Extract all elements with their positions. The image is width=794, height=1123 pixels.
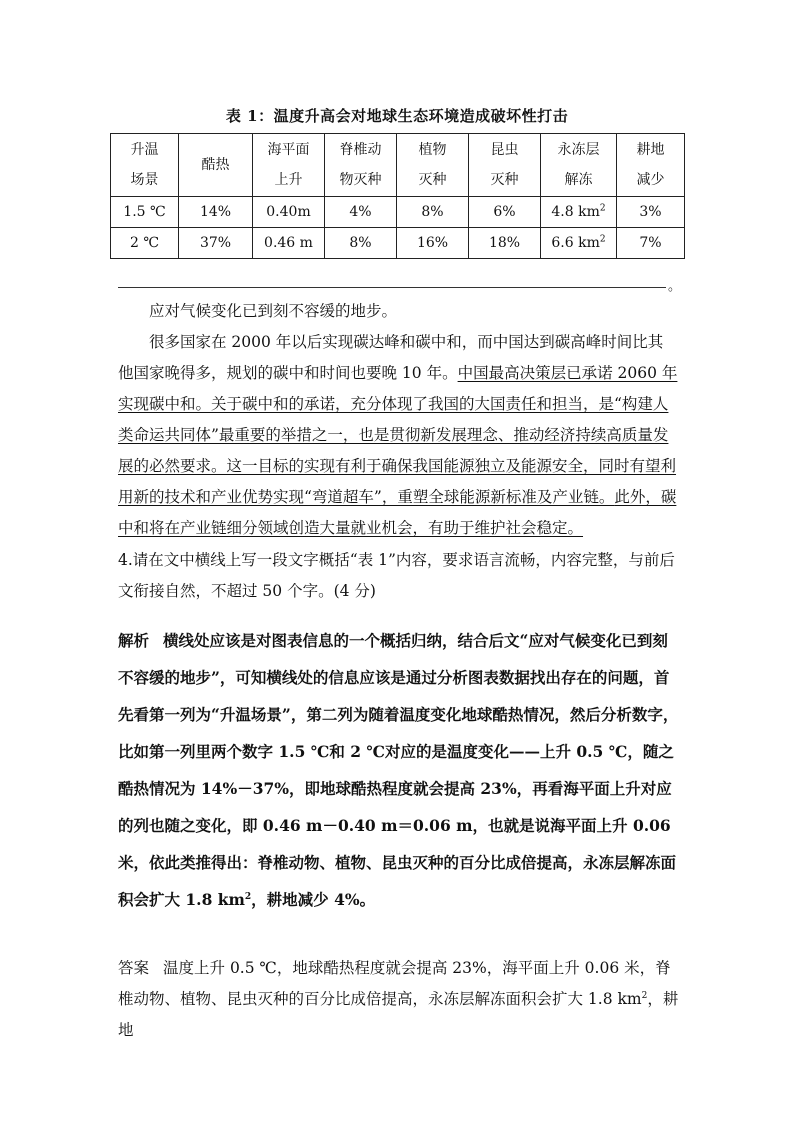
blank-end-punct: 。 xyxy=(668,279,682,294)
header-cell: 海平面 上升 xyxy=(253,134,325,197)
table-cell: 7% xyxy=(617,228,685,259)
underlined-text: 中国最高决策层已承诺 2060 年实现碳中和。关于碳中和的承诺，充分体现了我国的大国责任和担当，是“构建人类命运共同体”最重要的举措之一，也是贯彻新发展理念、推动经济持续高质量发展的必然要求。这一目标的实现有利于确保我国能源独立及能源安全，同时有望利用新的技术和产业优势实现“弯道超车”，重塑全球能源新标准及产业链。 xyxy=(118,364,678,506)
table-cell: 6.6 $km^2$ xyxy=(541,228,617,259)
table-cell: 2 ℃ xyxy=(111,228,179,259)
analysis-tag: 解析 xyxy=(118,631,150,650)
question-text: 4.请在文中横线上写一段文字概括“表 1”内容，要求语言流畅，内容完整，与前后文衔接自然，不超过 50 个字。(4 分) xyxy=(118,551,675,600)
table-cell: 18% xyxy=(469,228,541,259)
table-cell: 14% xyxy=(179,197,253,228)
table-cell: 3% xyxy=(617,197,685,228)
header-cell: 永冻层 解冻 xyxy=(541,134,617,197)
table-header-row xyxy=(111,134,685,197)
table-cell: 4% xyxy=(325,197,397,228)
passage-paragraph-1: 应对气候变化已到刻不容缓的地步。 xyxy=(149,302,398,320)
table-cell: 8% xyxy=(325,228,397,259)
answer-tag: 答案 xyxy=(118,959,150,977)
table-cell: 0.40m xyxy=(253,197,325,228)
answer-block: 答案 温度上升 0.5 ℃，地球酷热程度就会提高 23%，海平面上升 0.06 米，脊椎动物、植物、昆虫灭种的百分比成倍提高，永冻层解冻面积会扩大 1.8 $km^2$，耕地 xyxy=(118,959,679,1039)
answer-blank-line xyxy=(118,286,666,288)
table-cell: 4.8 $km^2$ xyxy=(541,197,617,228)
table-cell: 0.46 m xyxy=(253,228,325,259)
table-caption: 表 1：温度升高会对地球生态环境造成破坏性打击 xyxy=(225,107,569,125)
header-cell: 酷热 xyxy=(179,134,253,197)
header-cell: 耕地 减少 xyxy=(617,134,685,197)
header-cell: 升温 场景 xyxy=(111,134,179,197)
table-cell: 16% xyxy=(397,228,469,259)
passage-paragraph-2: 很多国家在 2000 年以后实现碳达峰和碳中和，而中国达到碳高峰时间比其他国家晚得多，规划的碳中和时间也要晚 10 年。中国最高决策层已承诺 2060 年实现碳中和。关于碳中和的承诺，充分体现了我国的大国责任和担当，是“构建人类命运共同体”最重要的举措之一，也是贯彻新发展理念、推动经济持续高质量发展的必然要求。这一目标的实现有利于确保我国能源独立及能源安全，同时有望利用新的技术和产业优势实现“弯道超车”，重塑全球能源新标准及产业链。此外，碳中和将在产业链细分领域创造大量就业机会，有助于维护社会稳定。 xyxy=(118,333,678,537)
header-cell: 脊椎动 物灭种 xyxy=(325,134,397,197)
analysis-block: 解析 横线处应该是对图表信息的一个概括归纳，结合后文“应对气候变化已到刻不容缓的地步”，可知横线处的信息应该是通过分析图表数据找出存在的问题，首先看第一列为“升温场景”，第二列为随着温度变化地球酷热情况，然后分析数字，比如第一列里两个数字 1.5 ℃和 2 ℃对应的是温度变化——上升 0.5 ℃，随之酷热情况为 14%－37%，即地球酷热程度就会提高 23%，再看海平面上升对应的列也随之变化，即 0.46 m－0.40 m＝0.06 m，也就是说海平面上升 0.06 米，依此类推得出：脊椎动物、植物、昆虫灭种的百分比成倍提高，永冻层解冻面积会扩大 1.8 $km^2$，耕地减少 4%。 xyxy=(118,631,679,909)
data-table xyxy=(110,133,685,259)
table-cell: 6% xyxy=(469,197,541,228)
header-cell: 植物 灭种 xyxy=(397,134,469,197)
underlined-text-tail: 此外，碳中和将在产业链细分领域创造大量就业机会，有助于维护社会稳定。 xyxy=(118,488,677,537)
table-cell: 8% xyxy=(397,197,469,228)
table-cell: 1.5 ℃ xyxy=(111,197,179,228)
table-row xyxy=(111,197,685,228)
table-row xyxy=(111,228,685,259)
header-cell: 昆虫 灭种 xyxy=(469,134,541,197)
table-cell: 37% xyxy=(179,228,253,259)
